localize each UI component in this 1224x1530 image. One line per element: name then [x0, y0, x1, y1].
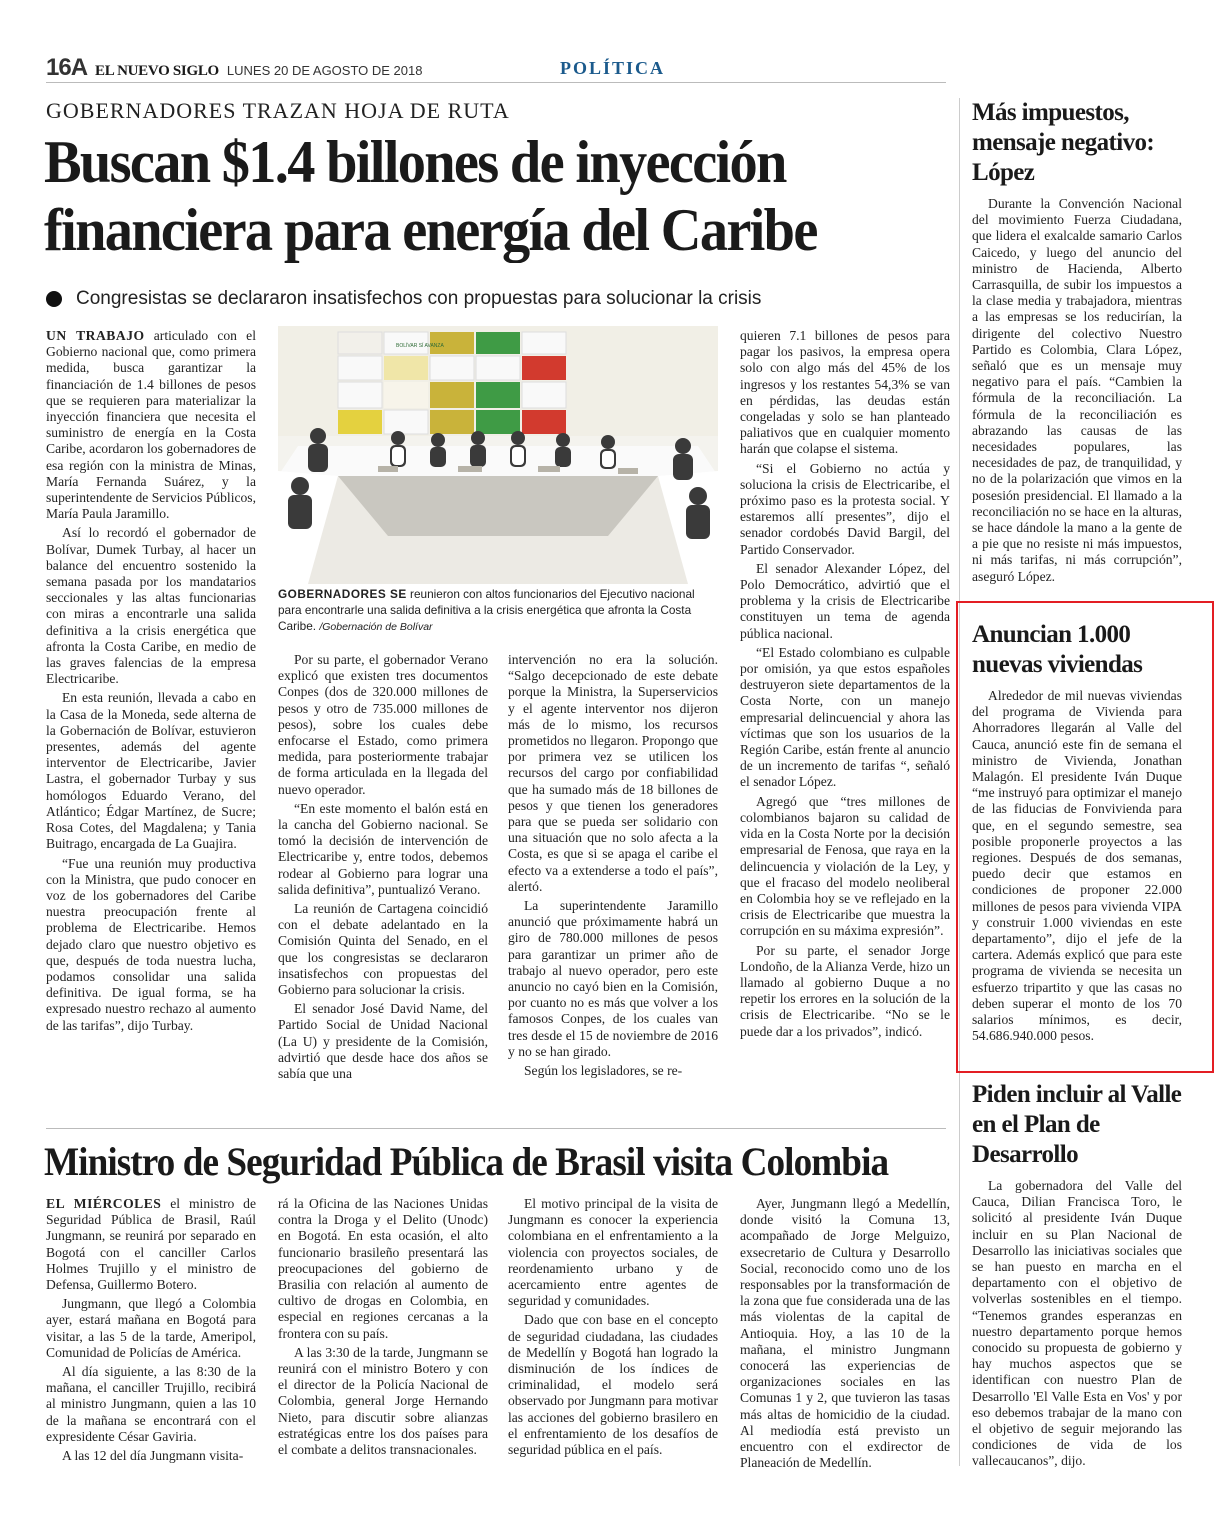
second-story-column-2 — [278, 1196, 488, 1461]
sidebar-story-1-title: Más impuestos, mensaje negativo: López — [972, 99, 1155, 186]
newspaper-name: EL NUEVO SIGLO — [95, 63, 219, 79]
issue-date: LUNES 20 DE AGOSTO DE 2018 — [226, 63, 423, 78]
paragraph: EL MIÉRCOLES el ministro de Seguridad Pública de Brasil, Raúl Jungmann, se reunirá por separado en Bogotá con el canciller Carlos Holmes Trujillo y el ministro de Defensa, Guillermo Botero. — [46, 1196, 257, 1293]
second-story-column-4 — [740, 1196, 950, 1474]
page-number: 16A — [46, 54, 88, 81]
paragraph: Dado que con base en el concepto de seguridad ciudadana, las ciudades de Medellín y Bogotá han logrado la disminución de los índices de criminalidad, el modelo será observado por Jungmann para motivar las acciones del gobierno brasilero en el enfrentamiento de los desafíos de seguridad pública en el país. — [508, 1312, 718, 1458]
main-story-column-3 — [508, 652, 718, 1082]
section-rule — [46, 1128, 946, 1129]
backdrop-panels — [338, 332, 566, 434]
paragraph: UN TRABAJO articulado con el Gobierno nacional que, como primera medida, busca garantizar la financiación de 1.4 billones de pesos que se requieren para materializar la inyección financiera que necesita el suministro de energía en la Costa Caribe, acordaron los gobernadores de esa región con la ministra de Minas, María Fernanda Suárez, y la superintendente de Servicios Públicos, María Paula Jaramillo. — [46, 328, 256, 522]
caption-text: reunieron con altos funcionarios del Ejecutivo nacional para encontrarle una salida definitiva a la crisis energética que afronta la Costa Caribe. — [278, 587, 695, 633]
paragraph: “En este momento el balón está en la cancha del Gobierno nacional. Se tomó la decisión de intervención de Electricaribe y, entre todos, debemos rodear al Gobierno para lograr una salida definitiva”, puntualizó Verano. — [278, 800, 488, 897]
paragraph: Por su parte, el gobernador Verano explicó que existen tres documentos Conpes (dos de 320.000 millones de pesos y otro de 735.000 millones de pesos), sobre los cuales debe enfocarse el Estado, como primera medida, para posteriormente trabajar de forma articulada en la llegada del nuevo operador. — [278, 652, 488, 797]
paragraph: La superintendente Jaramillo anunció que próximamente habrá un giro de 780.000 millones de pesos para garantizar un primer año de trabajo al nuevo operador, pero este anuncio no cayó bien en la Comisión, por cuanto no es más que volver a los famosos Conpes, de los cuales van tres desde el 15 de noviembre de 2016 y no se han girado. — [508, 898, 718, 1059]
sidebar-story-2-title: Anuncian 1.000 nuevas viviendas — [972, 621, 1143, 678]
paragraph: Durante la Convención Nacional del movimiento Fuerza Ciudadana, que lidera el exalcalde samario Carlos Caicedo, y luego del anuncio del ministro de Hacienda, Alberto Carrasquilla, de subir los impuestos a la clase media y trabajadora, mientras a las empresas se los reducirían, la dirigente del colectivo Nuestro Partido es Colombia, Clara López, señaló que es un mensaje muy negativo para el país. “Cambien la fórmula de la reconciliación. La fórmula de la reconciliación es abrazando las causas de las necesidades populares, las necesidades de paz, de tranquilidad, y no de la polarización que vimos en la posesión presidencial. El llamado a la reconciliación no se hace en la alturas, se hace dándole la mano a la gente de a pie que no resiste ni más impuestos, ni más tarifas, ni más corrupción”, aseguró López. — [972, 196, 1182, 584]
section-label: POLÍTICA — [560, 58, 666, 78]
paragraph: Al día siguiente, a las 8:30 de la mañana, el canciller Trujillo, recibirá al ministro Jungmann, quien a las 10 de la mañana se encontrará con el expresidente César Gaviria. — [46, 1364, 256, 1444]
paragraph: La reunión de Cartagena coincidió con el debate adelantado en la Comisión Quinta del Senado, en el que los congresistas se declararon insatisfechos con propuestas del Gobierno para solucionar la crisis. — [278, 901, 488, 998]
sidebar-story-3 — [972, 1080, 1182, 1473]
header-rule — [46, 82, 946, 83]
page-header — [46, 54, 422, 80]
sidebar-story-3-title: Piden incluir al Valle en el Plan de Desarrollo — [972, 1081, 1182, 1168]
main-story-column-2 — [278, 652, 488, 1085]
paragraph: Jungmann, que llegó a Colombia ayer, estará mañana en Bogotá para visitar, a las 5 de la tarde, Ameripol, Comunidad de Policías de América. — [46, 1296, 256, 1360]
meeting-photo — [278, 326, 718, 584]
svg-text:BOLÍVAR SÍ AVANZA: BOLÍVAR SÍ AVANZA — [396, 343, 444, 349]
second-story-column-3 — [508, 1196, 718, 1461]
photo-credit: /Gobernación de Bolívar — [319, 621, 433, 633]
paragraph: El senador José David Name, del Partido Social de Unidad Nacional (La U) y presidente de la Comisión, advirtió que desde hace dos años se sabía que una — [278, 1001, 488, 1082]
paragraph: intervención no era la solución. “Salgo decepcionado de este debate porque la Ministra, la Superservicios y el agente interventor nos dijeron más de lo mismo, los recursos prometidos no llegaron. Propongo que por primera vez se utilicen los recursos del cargo por confiabilidad que ha sumado más de 18 billones de pesos y que tienen los generadores para que se pueda ser solidario con una situación que no solo afecta a la Costa, es que si se apaga el caribe el efecto va a extenderse a todo el país”, alertó. — [508, 652, 718, 894]
paragraph: A las 3:30 de la tarde, Jungmann se reunirá con el ministro Botero y con el director de la Policía Nacional de Colombia, general Jorge Hernando Nieto, para discutir sobre alianzas estratégicas entre los dos países para el combate a delitos transnacionales. — [278, 1344, 488, 1458]
paragraph: quieren 7.1 billones de pesos para pagar los pasivos, la empresa opera solo con algo más del 45% de los ingresos y los restantes 54,3% se van en pérdidas, las deudas están congeladas y solo se han planteado paliativos que en cualquier momento harán que colapse el sistema. — [740, 328, 950, 457]
paragraph: El motivo principal de la visita de Jungmann es conocer la experiencia colombiana en el enfrentamiento a la violencia con proyectos sociales, de reordenamiento urbano y de acercamiento entre agentes de seguridad y comunidades. — [508, 1196, 718, 1309]
lead-in: EL MIÉRCOLES — [46, 1196, 162, 1211]
main-story-column-1 — [46, 328, 256, 1037]
subheadline-text: Congresistas se declararon insatisfechos con propuestas para solucionar la crisis — [76, 288, 762, 309]
caption-lead: GOBERNADORES SE — [278, 587, 407, 601]
main-headline-line-1: Buscan $1.4 billones de inyección — [44, 129, 786, 195]
bullet-icon — [46, 291, 62, 307]
paragraph: La gobernadora del Valle del Cauca, Dilian Francisca Toro, le solicitó al presidente Iván Duque incluir en su Plan Nacional de Desarrollo las iniciativas sociales que se han puesto en marcha en el departamento con el objetivo de volverlas sostenibles en el tiempo. “Tenemos grandes esperanzas en nuestro departamento porque hemos conocido su propuesta de gobierno y hay muchos aspectos que se identifican con nuestro Plan de Desarrollo 'El Valle Esta en Vos' y por eso debemos trabajar de la mano con el objetivo de seguir mejorando las condiciones de vida de los vallecaucanos”, dijo. — [972, 1178, 1182, 1469]
main-headline — [44, 128, 890, 264]
sidebar-story-2-body — [972, 688, 1182, 1044]
paragraph: “Fue una reunión muy productiva con la Ministra, que pudo conocer en voz de los gobernadores del Caribe nuestra preocupación frente al problema de Electricaribe. Hemos dejado claro que nuestro objetivo es que, después de toda nuestra lucha, podamos consolidar una salida definitiva. De igual forma, se ha expresado nuestro rechazo al aumento de las tarifas”, dijo Turbay. — [46, 855, 256, 1033]
paragraph: “El Estado colombiano es culpable por omisión, ya que estos españoles destruyeron siete departamentos de la Costa Norte, con un manejo empresarial delincuencial y ahora las víctimas que son los usuarios de la Región Caribe, están frente al anuncio de un incremento de tarifas “, señaló el senador López. — [740, 644, 950, 790]
main-story-column-4 — [740, 328, 950, 1043]
second-headline: Ministro de Seguridad Pública de Brasil visita Colombia — [44, 1139, 889, 1184]
paragraph: “Si el Gobierno no actúa y soluciona la crisis de Electricaribe, el próximo paso es la protesta social. Y estaremos allí presentes”, dijo el senador cordobés David Bargil, del Partido Conservador. — [740, 460, 950, 557]
paragraph: El senador Alexander López, del Polo Democrático, advirtió que el problema y la crisis de Electricaribe constituyen un tema de agenda pública nacional. — [740, 560, 950, 641]
photo-caption — [278, 586, 720, 635]
sidebar-story-3-body — [972, 1178, 1182, 1470]
sidebar-story-1 — [972, 98, 1182, 596]
lead-in: UN TRABAJO — [46, 328, 145, 343]
main-headline-line-2: financiera para energía del Caribe — [44, 197, 817, 263]
sidebar-story-2 — [972, 620, 1182, 1047]
second-story-column-1 — [46, 1196, 256, 1467]
sidebar-story-1-body — [972, 196, 1182, 596]
paragraph: Alrededor de mil nuevas viviendas del programa de Vivienda para Ahorradores llegarán al Valle del Cauca, anunció este fin de semana el ministro de Vivienda, Jonathan Malagón. El presidente Iván Duque “me instruyó para optimizar el manejo de las fiducias de Fonvivienda para que, en el segundo semestre, sea posible proponerle proyectos a las regiones. Después de dos semanas, puedo decir que estamos en condiciones de proponer 22.000 millones de pesos para vivienda VIPA y construir 1.000 viviendas en este departamento”, dijo el jefe de la cartera. Además explicó que para este programa de vivienda se necesita un esfuerzo tripartito y que las casas no deben superar el monto de los 70 salarios mínimos, es decir, 54.686.940.000 pesos. — [972, 688, 1182, 1044]
subheadline — [46, 288, 761, 310]
story-kicker: GOBERNADORES TRAZAN HOJA DE RUTA — [46, 98, 510, 123]
meeting-photo-illustration — [278, 326, 718, 584]
paragraph: rá la Oficina de las Naciones Unidas contra la Droga y el Delito (Unodc) en Bogotá. En esta ocasión, el alto funcionario brasileño presentará las preocupaciones del gobierno de Brasilia con relación al aumento de cultivo de drogas en Colombia, en especial en regiones cercanas a la frontera con su país. — [278, 1196, 488, 1341]
paragraph: A las 12 del día Jungmann visita- — [62, 1448, 244, 1464]
paragraph: Según los legisladores, se re- — [524, 1063, 683, 1079]
paragraph: Ayer, Jungmann llegó a Medellín, donde visitó la Comuna 13, acompañado de Jorge Melguizo, exsecretario de Cultura y Desarrollo Social, reconocido como uno de los responsables por la transformación de la zona que fue considerada una de las más violentas de la capital de Antioquia. Hoy, a las 10 de la mañana, el ministro Jungmann conocerá las experiencias de organizaciones sociales en las Comunas 1 y 2, que tuvieron las tasas más altas de homicidio de la ciudad. Al mediodía está previsto un encuentro con el exdirector de Planeación de Medellín. — [740, 1196, 950, 1471]
paragraph: En esta reunión, llevada a cabo en la Casa de la Moneda, sede alterna de la Gobernación de Bolívar, estuvieron presentes, además del agente interventor de Electricaribe, Javier Lastra, el gobernador Turbay y sus homólogos Eduardo Verano, del Atlántico; Édgar Martínez, de Sucre; Rosa Cotes, del Magdalena; y Tania Buitrago, encargada de La Guajira. — [46, 690, 256, 852]
paragraph: Por su parte, el senador Jorge Londoño, de la Alianza Verde, hizo un llamado al gobierno Duque a no repetir los errores en la solución de la crisis de Electricaribe. “No se le puede dar a los privados”, indicó. — [740, 942, 950, 1039]
paragraph: Agregó que “tres millones de colombianos bajaron su calidad de vida en la Costa Norte por la decisión empresarial de Fenosa, que raya en la delincuencia y violación de la Ley, y que el fracaso del modelo neoliberal en Colombia hoy se ve reflejado en la crisis de Electricaribe que muestra la corrupción en su máxima expresión”. — [740, 793, 950, 939]
paragraph: Así lo recordó el gobernador de Bolívar, Dumek Turbay, al hacer un balance del encuentro sostenido la semana pasada por los mandatarios seccionales y las altas funcionarias con miras a encontrarle una salida definitiva a la crisis energética que afronta la Costa Caribe, en medio de las graves falencias de la empresa Electricaribe. — [46, 525, 256, 687]
